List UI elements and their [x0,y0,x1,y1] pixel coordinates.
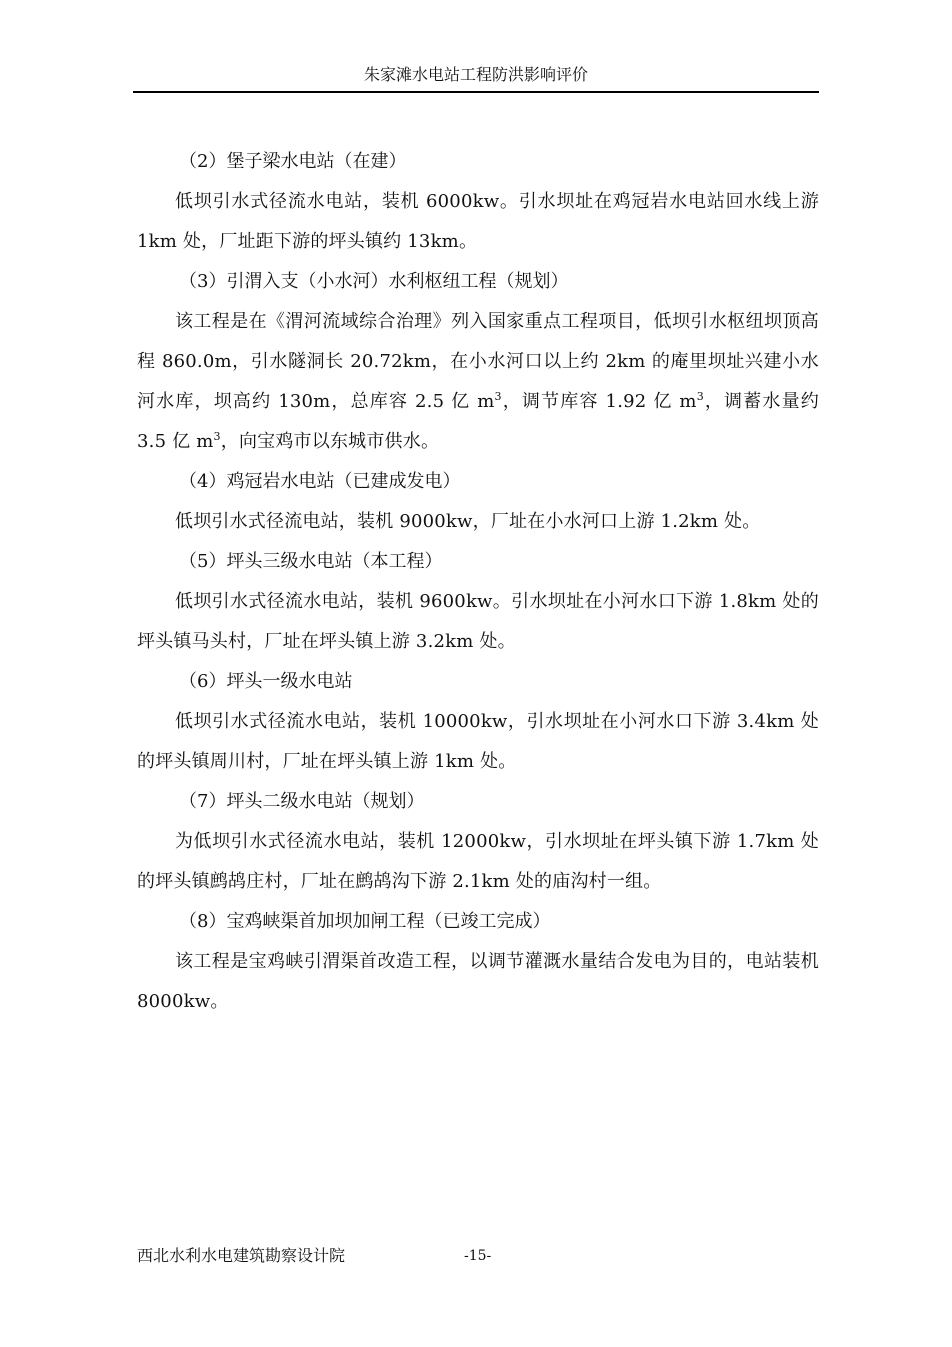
paragraph: 低坝引水式径流水电站，装机 10000kw，引水坝址在小河水口下游 3.4km 处的坪头镇周川村，厂址在坪头镇上游 1km 处。 [137,711,819,772]
paragraph: 低坝引水式径流电站，装机 9000kw，厂址在小水河口上游 1.2km 处。 [175,511,761,532]
paragraph: 该工程是宝鸡峡引渭渠首改造工程，以调节灌溉水量结合发电为目的，电站装机 8000kw。 [137,951,819,1012]
superscript: 3 [213,430,221,443]
paragraph: 为低坝引水式径流水电站，装机 12000kw，引水坝址在坪头镇下游 1.7km 处的坪头镇鹧鸪庄村，厂址在鹧鸪沟下游 2.1km 处的庙沟村一组。 [137,831,819,892]
section-heading: （7）坪头二级水电站（规划） [179,791,425,812]
section-heading: （6）坪头一级水电站 [179,671,353,692]
section-heading: （2）堡子梁水电站（在建） [179,151,407,172]
paragraph: 低坝引水式径流水电站，装机 9600kw。引水坝址在小河水口下游 1.8km 处的坪头镇马头村，厂址在坪头镇上游 3.2km 处。 [137,591,819,652]
text-run: ，调蓄水量约 3.5 亿 m [137,391,819,452]
document-body [137,142,819,1022]
page-number: -15- [464,1248,492,1264]
running-header: 朱家滩水电站工程防洪影响评价 [363,65,588,84]
section-heading: （4）鸡冠岩水电站（已建成发电） [179,471,461,492]
text-run: 该工程是在《渭河流域综合治理》列入国家重点工程项目，低坝引水枢纽坝顶高程 860.0m，引水隧洞长 20.72km，在小水河口以上约 2km 的庵里坝址兴建小水河水库，坝高约 130m，总库容 2.5 亿 m [137,311,819,412]
superscript: 3 [494,390,502,403]
paragraph: 低坝引水式径流水电站，装机 6000kw。引水坝址在鸡冠岩水电站回水线上游 1km 处，厂址距下游的坪头镇约 13km。 [137,191,819,252]
text-run: ，调节库容 1.92 亿 m [501,391,697,412]
section-heading: （8）宝鸡峡渠首加坝加闸工程（已竣工完成） [179,911,551,932]
section-heading: （5）坪头三级水电站（本工程） [179,551,443,572]
superscript: 3 [696,390,704,403]
header-rule [133,91,819,93]
footer-institute: 西北水利水电建筑勘察设计院 [137,1246,346,1265]
paragraph [137,302,819,462]
text-run: ，向宝鸡市以东城市供水。 [220,431,440,452]
section-heading: （3）引渭入支（小水河）水利枢纽工程（规划） [179,271,569,292]
